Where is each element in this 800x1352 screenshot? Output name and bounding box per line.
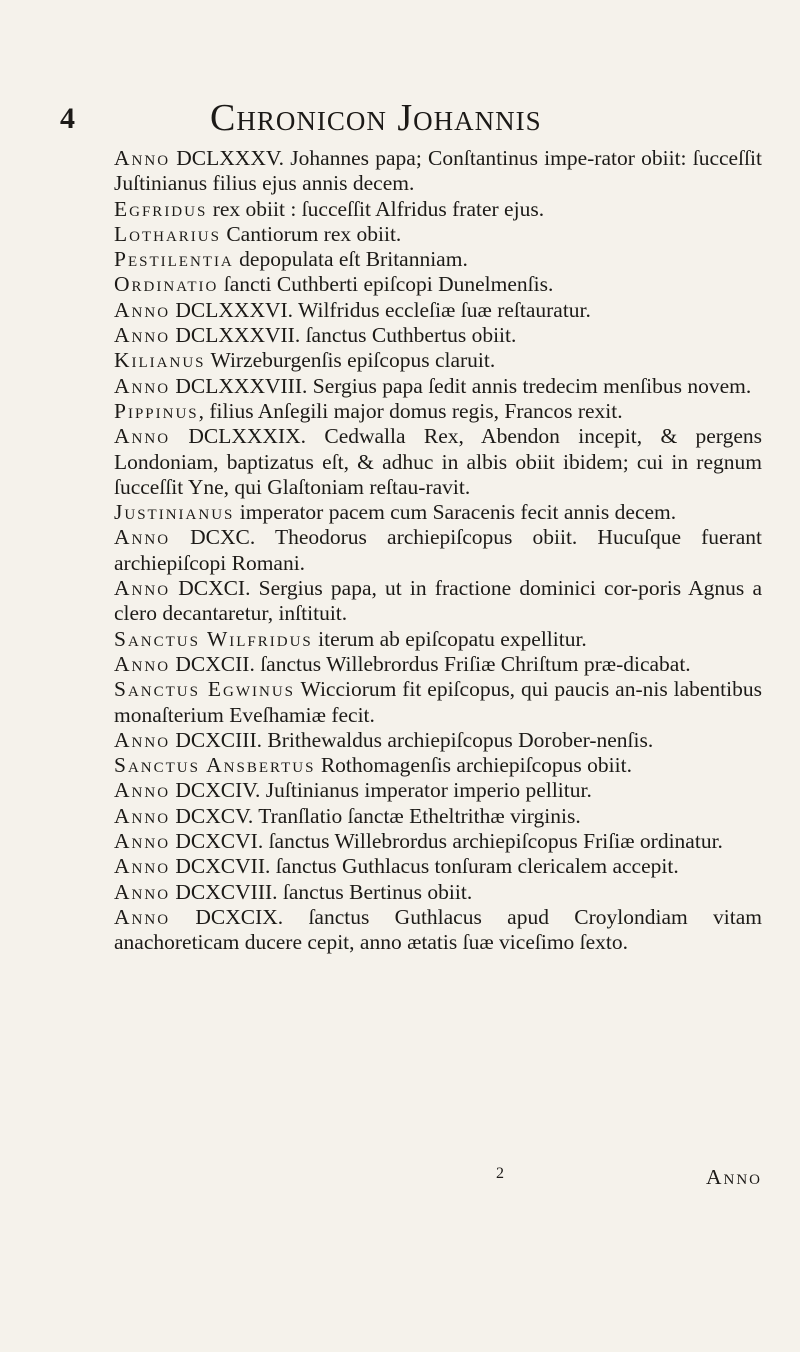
- entry: [114, 500, 762, 525]
- entry-text: DCXC. Theodorus archiepiſcopus obiit. Hucuſque fuerant archiepiſcopi Romani.: [114, 525, 762, 575]
- entry-lead: Anno: [114, 778, 171, 803]
- entry-lead: Pestilentia: [114, 247, 234, 272]
- entry-text: Wirzeburgenſis epiſcopus claruit.: [205, 348, 496, 373]
- entry-text: ſancti Cuthberti epiſcopi Dunelmenſis.: [218, 272, 554, 297]
- entry-lead: Anno: [114, 879, 171, 904]
- entry-text: DCXCV. Tranſlatio ſanctæ Etheltrithæ virginis.: [170, 803, 581, 828]
- entry-lead: Anno: [114, 854, 171, 879]
- entry-lead: Anno: [114, 727, 171, 752]
- entry: [114, 323, 762, 348]
- entry: [114, 728, 762, 753]
- entry: [114, 778, 762, 803]
- entry-lead: Pippinus: [114, 398, 199, 423]
- entry: [114, 677, 762, 728]
- entry-lead: Kilianus: [114, 348, 206, 373]
- entry-lead: Justinianus: [114, 500, 235, 525]
- entry-lead: Anno: [114, 323, 171, 348]
- page-header: [60, 96, 760, 146]
- entry: [114, 298, 762, 323]
- entry: [114, 272, 762, 297]
- entry-text: DCXCIX. ſanctus Guthlacus apud Croylondiam vitam anachoreticam ducere cepit, anno ætatis ſuæ viceſimo ſexto.: [114, 904, 762, 955]
- entry: [114, 905, 762, 956]
- entry: [114, 197, 762, 222]
- entry-lead: Anno: [114, 424, 171, 449]
- entry: [114, 399, 762, 424]
- entry-text: DCXCIII. Brithewaldus archiepiſcopus Dorober-nenſis.: [170, 727, 654, 752]
- entry: [114, 348, 762, 373]
- entry-text: imperator pacem cum Saracenis fecit annis decem.: [234, 500, 677, 525]
- entry-text: DCLXXXIX. Cedwalla Rex, Abendon incepit, & pergens Londoniam, baptizatus eſt, & adhuc in albis obiit ibidem; cui in regnum ſucceſſit Yne, qui Glaſtoniam reſtau-ravit.: [114, 424, 762, 499]
- entry: [114, 525, 762, 576]
- entry-lead: Egfridus: [114, 196, 208, 221]
- entry-text: DCXCVIII. ſanctus Bertinus obiit.: [170, 879, 473, 904]
- entry-lead: Anno: [114, 576, 171, 601]
- entry-text: depopulata eſt Britanniam.: [233, 247, 468, 272]
- entry: [114, 374, 762, 399]
- entry-text: DCLXXXVII. ſanctus Cuthbertus obiit.: [170, 323, 517, 348]
- entry: [114, 854, 762, 879]
- entry-text: DCXCVI. ſanctus Willebrordus archiepiſcopus Friſiæ ordinatur.: [170, 829, 723, 854]
- entry-lead: Lotharius: [114, 221, 221, 246]
- entry-text: , filius Anſegili major domus regis, Francos rexit.: [198, 398, 623, 423]
- entry-text: DCXCI. Sergius papa, ut in fractione dominici cor-poris Agnus a clero decantaretur, inſtituit.: [114, 576, 762, 626]
- entry-lead: Anno: [114, 146, 171, 170]
- entry: [114, 247, 762, 272]
- chronicle-body: [114, 146, 762, 956]
- entry: [114, 880, 762, 905]
- catchword: Anno: [705, 1165, 762, 1189]
- entry-lead: Anno: [114, 904, 171, 929]
- signature-mark: 2: [496, 1165, 504, 1182]
- entry: [114, 753, 762, 778]
- entry-lead: Sanctus Egwinus: [114, 677, 295, 702]
- entry-text: DCXCII. ſanctus Willebrordus Friſiæ Chriſtum præ-dicabat.: [170, 651, 691, 676]
- entry-text: DCXCIV. Juſtinianus imperator imperio pellitur.: [170, 778, 592, 803]
- entry: [114, 424, 762, 500]
- entry: [114, 146, 762, 197]
- entry: [114, 222, 762, 247]
- entry-text: rex obiit : ſucceſſit Alfridus frater ejus.: [207, 196, 545, 221]
- running-title: Chronicon Johannis: [210, 97, 542, 139]
- entry-lead: Sanctus Ansbertus: [114, 753, 316, 778]
- entry-lead: Anno: [114, 525, 171, 550]
- entry-lead: Anno: [114, 297, 171, 322]
- entry: [114, 652, 762, 677]
- entry-text: DCLXXXVIII. Sergius papa ſedit annis tredecim menſibus novem.: [170, 373, 752, 398]
- entry-text: Wicciorum fit epiſcopus, qui paucis an-nis labentibus monaſterium Eveſhamiæ fecit.: [114, 677, 762, 727]
- entry-text: Cantiorum rex obiit.: [220, 221, 402, 246]
- entry-lead: Anno: [114, 373, 171, 398]
- entry-lead: Sanctus Wilfridus: [114, 626, 313, 651]
- entry-text: DCXCVII. ſanctus Guthlacus tonſuram clericalem accepit.: [170, 854, 679, 879]
- entry-lead: Anno: [114, 651, 171, 676]
- entry: [114, 804, 762, 829]
- entry-text: iterum ab epiſcopatu expellitur.: [312, 626, 587, 651]
- entry-text: DCLXXXVI. Wilfridus eccleſiæ ſuæ reſtauratur.: [170, 297, 591, 322]
- entry-lead: Anno: [114, 803, 171, 828]
- entry: [114, 576, 762, 627]
- entry-text: DCLXXXV. Johannes papa; Conſtantinus impe-rator obiit: ſucceſſit Juſtinianus filius ejus annis decem.: [114, 146, 762, 196]
- entry: [114, 829, 762, 854]
- entry-text: Rothomagenſis archiepiſcopus obiit.: [315, 753, 632, 778]
- entry-lead: Ordinatio: [114, 272, 219, 297]
- entry: [114, 627, 762, 652]
- entry-lead: Anno: [114, 829, 171, 854]
- page-footer: [114, 1165, 762, 1195]
- page-number: 4: [60, 102, 75, 135]
